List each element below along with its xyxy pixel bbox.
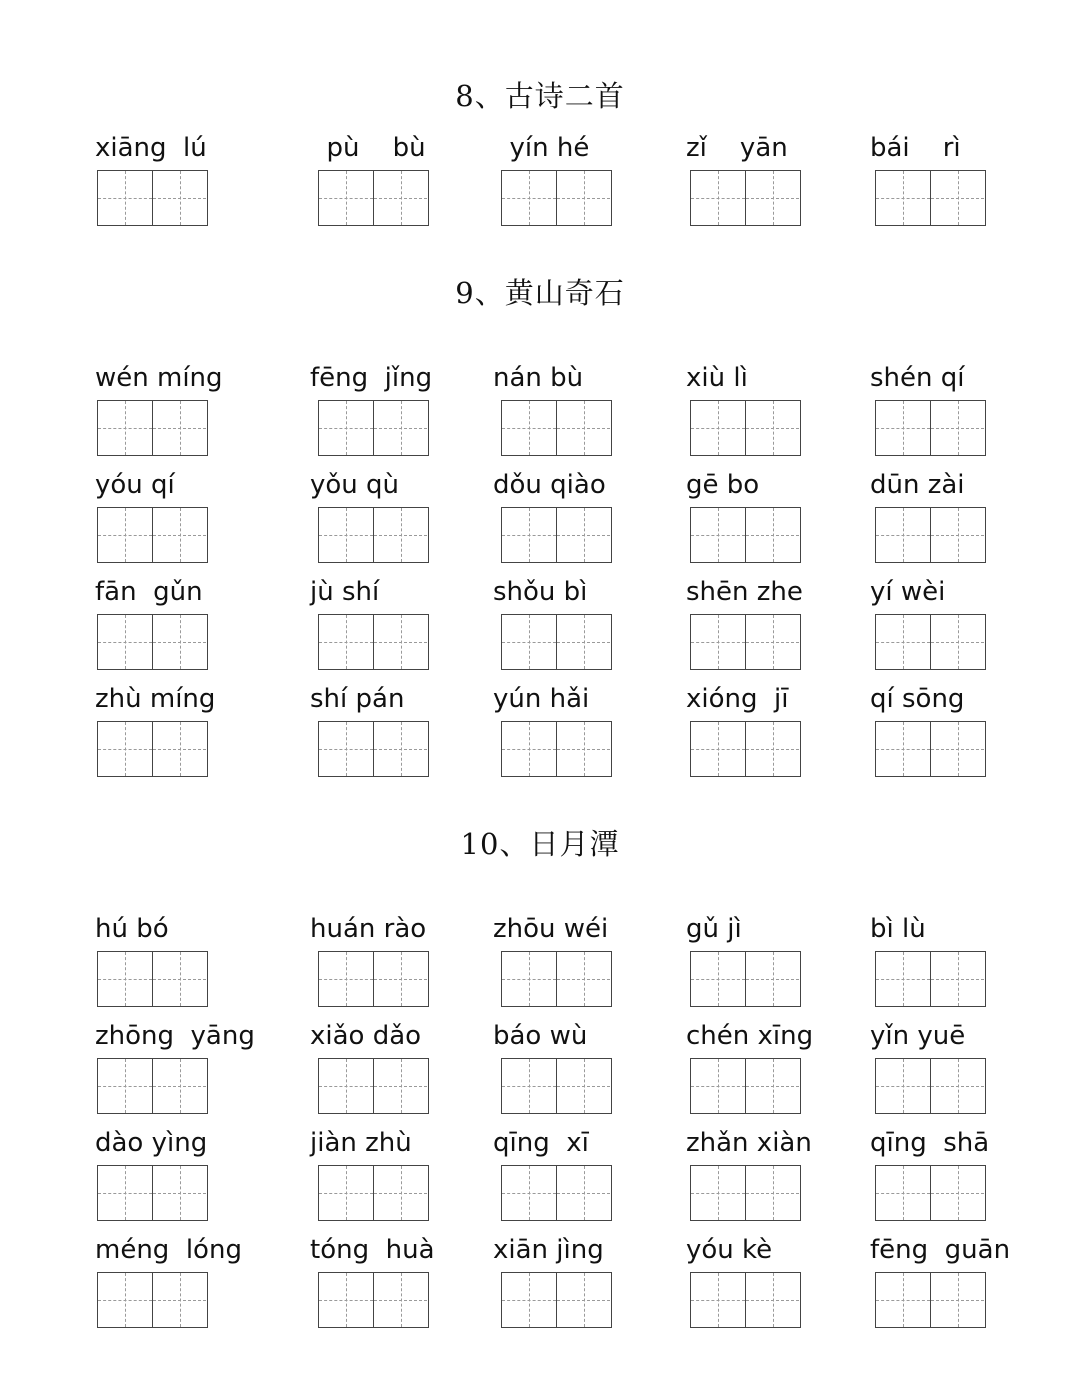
character-cell[interactable] xyxy=(745,722,799,776)
tianzige-box[interactable] xyxy=(318,1165,429,1221)
pinyin-label: fēng jǐng xyxy=(310,363,433,393)
character-cell[interactable] xyxy=(876,508,930,562)
character-cell[interactable] xyxy=(98,1166,152,1220)
tianzige-box[interactable] xyxy=(501,507,612,563)
character-cell[interactable] xyxy=(745,1059,799,1113)
pinyin-label: zhǎn xiàn xyxy=(686,1128,812,1158)
character-cell[interactable] xyxy=(556,401,610,455)
tianzige-box[interactable] xyxy=(318,951,429,1007)
character-cell[interactable] xyxy=(745,615,799,669)
character-cell[interactable] xyxy=(556,722,610,776)
tianzige-box[interactable] xyxy=(97,951,208,1007)
character-cell[interactable] xyxy=(876,1166,930,1220)
tianzige-box[interactable] xyxy=(690,400,801,456)
character-cell[interactable] xyxy=(745,952,799,1006)
tianzige-box[interactable] xyxy=(690,507,801,563)
pinyin-label: shén qí xyxy=(870,363,965,393)
tianzige-box[interactable] xyxy=(318,507,429,563)
pinyin-label: yǒu qù xyxy=(310,470,400,500)
character-cell[interactable] xyxy=(152,401,206,455)
character-cell[interactable] xyxy=(373,1166,427,1220)
pinyin-label: qīng xī xyxy=(493,1128,589,1158)
tianzige-box[interactable] xyxy=(690,1272,801,1328)
pinyin-label: hú bó xyxy=(95,914,169,944)
pinyin-label: shí pán xyxy=(310,684,405,714)
character-cell[interactable] xyxy=(319,615,373,669)
tianzige-box[interactable] xyxy=(97,1058,208,1114)
character-cell[interactable] xyxy=(373,722,427,776)
character-cell[interactable] xyxy=(319,1273,373,1327)
character-cell[interactable] xyxy=(98,1273,152,1327)
character-cell[interactable] xyxy=(502,1059,556,1113)
character-cell[interactable] xyxy=(319,171,373,225)
tianzige-box[interactable] xyxy=(875,951,986,1007)
character-cell[interactable] xyxy=(556,1059,610,1113)
character-cell[interactable] xyxy=(556,171,610,225)
tianzige-box[interactable] xyxy=(318,721,429,777)
character-cell[interactable] xyxy=(930,1166,984,1220)
pinyin-label: zhù míng xyxy=(95,684,216,714)
pinyin-label: huán rào xyxy=(310,914,427,944)
tianzige-box[interactable] xyxy=(97,721,208,777)
character-cell[interactable] xyxy=(876,171,930,225)
tianzige-box[interactable] xyxy=(690,1165,801,1221)
tianzige-box[interactable] xyxy=(875,170,986,226)
tianzige-box[interactable] xyxy=(318,170,429,226)
character-cell[interactable] xyxy=(502,615,556,669)
tianzige-box[interactable] xyxy=(690,1058,801,1114)
pinyin-label: yí wèi xyxy=(870,577,946,607)
character-cell[interactable] xyxy=(930,508,984,562)
character-cell[interactable] xyxy=(691,722,745,776)
pinyin-label: zhōng yāng xyxy=(95,1021,255,1051)
character-cell[interactable] xyxy=(876,401,930,455)
tianzige-box[interactable] xyxy=(501,170,612,226)
character-cell[interactable] xyxy=(319,1166,373,1220)
tianzige-box[interactable] xyxy=(97,400,208,456)
character-cell[interactable] xyxy=(745,508,799,562)
character-cell[interactable] xyxy=(745,1273,799,1327)
character-cell[interactable] xyxy=(152,1273,206,1327)
character-cell[interactable] xyxy=(691,1273,745,1327)
pinyin-label: gǔ jì xyxy=(686,914,742,944)
character-cell[interactable] xyxy=(556,508,610,562)
pinyin-label: xiāng lú xyxy=(95,133,207,163)
character-cell[interactable] xyxy=(152,171,206,225)
tianzige-box[interactable] xyxy=(501,1058,612,1114)
character-cell[interactable] xyxy=(319,952,373,1006)
character-cell[interactable] xyxy=(502,722,556,776)
character-cell[interactable] xyxy=(152,952,206,1006)
pinyin-label: báo wù xyxy=(493,1021,588,1051)
pinyin-label: jù shí xyxy=(310,577,380,607)
character-cell[interactable] xyxy=(876,722,930,776)
pinyin-label: shǒu bì xyxy=(493,577,588,607)
character-cell[interactable] xyxy=(930,952,984,1006)
pinyin-label: xiān jìng xyxy=(493,1235,604,1265)
character-cell[interactable] xyxy=(876,615,930,669)
pinyin-label: jiàn zhù xyxy=(310,1128,412,1158)
pinyin-label: shēn zhe xyxy=(686,577,803,607)
character-cell[interactable] xyxy=(876,1273,930,1327)
character-cell[interactable] xyxy=(98,615,152,669)
character-cell[interactable] xyxy=(373,401,427,455)
character-cell[interactable] xyxy=(373,1273,427,1327)
character-cell[interactable] xyxy=(691,508,745,562)
character-cell[interactable] xyxy=(502,508,556,562)
character-cell[interactable] xyxy=(152,1166,206,1220)
pinyin-label: gē bo xyxy=(686,470,760,500)
tianzige-box[interactable] xyxy=(875,614,986,670)
character-cell[interactable] xyxy=(745,1166,799,1220)
pinyin-label: fān gǔn xyxy=(95,577,203,607)
pinyin-label: pù bù xyxy=(310,133,426,163)
tianzige-box[interactable] xyxy=(690,170,801,226)
pinyin-label: xiù lì xyxy=(686,363,748,393)
character-cell[interactable] xyxy=(556,952,610,1006)
section-title-8: 8、古诗二首 xyxy=(455,79,625,113)
tianzige-box[interactable] xyxy=(501,614,612,670)
character-cell[interactable] xyxy=(556,615,610,669)
character-cell[interactable] xyxy=(319,1059,373,1113)
tianzige-box[interactable] xyxy=(875,400,986,456)
pinyin-label: dūn zài xyxy=(870,470,965,500)
pinyin-label: bái rì xyxy=(870,133,961,163)
character-cell[interactable] xyxy=(691,1059,745,1113)
character-cell[interactable] xyxy=(152,508,206,562)
tianzige-box[interactable] xyxy=(318,614,429,670)
tianzige-box[interactable] xyxy=(875,721,986,777)
character-cell[interactable] xyxy=(373,171,427,225)
character-cell[interactable] xyxy=(502,1166,556,1220)
pinyin-label: zǐ yān xyxy=(686,133,788,163)
character-cell[interactable] xyxy=(98,171,152,225)
character-cell[interactable] xyxy=(98,508,152,562)
pinyin-label: qí sōng xyxy=(870,684,965,714)
character-cell[interactable] xyxy=(373,508,427,562)
tianzige-box[interactable] xyxy=(97,1272,208,1328)
pinyin-label: bì lù xyxy=(870,914,926,944)
tianzige-box[interactable] xyxy=(875,507,986,563)
character-cell[interactable] xyxy=(556,1273,610,1327)
tianzige-box[interactable] xyxy=(501,1272,612,1328)
tianzige-box[interactable] xyxy=(318,400,429,456)
character-cell[interactable] xyxy=(319,401,373,455)
pinyin-label: xióng jī xyxy=(686,684,789,714)
pinyin-label: méng lóng xyxy=(95,1235,242,1265)
tianzige-box[interactable] xyxy=(97,170,208,226)
character-cell[interactable] xyxy=(691,1166,745,1220)
character-cell[interactable] xyxy=(152,1059,206,1113)
pinyin-label: dào yìng xyxy=(95,1128,208,1158)
character-cell[interactable] xyxy=(98,401,152,455)
character-cell[interactable] xyxy=(691,171,745,225)
tianzige-box[interactable] xyxy=(97,614,208,670)
character-cell[interactable] xyxy=(876,1059,930,1113)
character-cell[interactable] xyxy=(930,722,984,776)
pinyin-label: yóu qí xyxy=(95,470,175,500)
pinyin-label: qīng shā xyxy=(870,1128,990,1158)
character-cell[interactable] xyxy=(98,722,152,776)
pinyin-label: yǐn yuē xyxy=(870,1021,966,1051)
character-cell[interactable] xyxy=(502,401,556,455)
pinyin-label: zhōu wéi xyxy=(493,914,609,944)
character-cell[interactable] xyxy=(691,952,745,1006)
tianzige-box[interactable] xyxy=(875,1058,986,1114)
character-cell[interactable] xyxy=(930,1059,984,1113)
character-cell[interactable] xyxy=(930,615,984,669)
character-cell[interactable] xyxy=(152,722,206,776)
character-cell[interactable] xyxy=(745,401,799,455)
pinyin-label: fēng guān xyxy=(870,1235,1011,1265)
tianzige-box[interactable] xyxy=(501,951,612,1007)
pinyin-label: yún hǎi xyxy=(493,684,590,714)
character-cell[interactable] xyxy=(373,1059,427,1113)
tianzige-box[interactable] xyxy=(690,614,801,670)
character-cell[interactable] xyxy=(373,615,427,669)
character-cell[interactable] xyxy=(745,171,799,225)
section-title-10: 10、日月潭 xyxy=(460,827,620,861)
character-cell[interactable] xyxy=(319,722,373,776)
pinyin-label: nán bù xyxy=(493,363,584,393)
character-cell[interactable] xyxy=(930,171,984,225)
pinyin-label: tóng huà xyxy=(310,1235,435,1265)
pinyin-label: yóu kè xyxy=(686,1235,773,1265)
character-cell[interactable] xyxy=(502,1273,556,1327)
pinyin-label: dǒu qiào xyxy=(493,470,606,500)
section-title-9: 9、黄山奇石 xyxy=(455,276,625,310)
tianzige-box[interactable] xyxy=(501,721,612,777)
character-cell[interactable] xyxy=(152,615,206,669)
character-cell[interactable] xyxy=(502,171,556,225)
tianzige-box[interactable] xyxy=(690,721,801,777)
character-cell[interactable] xyxy=(502,952,556,1006)
tianzige-box[interactable] xyxy=(875,1165,986,1221)
tianzige-box[interactable] xyxy=(501,400,612,456)
tianzige-box[interactable] xyxy=(97,1165,208,1221)
character-cell[interactable] xyxy=(98,952,152,1006)
tianzige-box[interactable] xyxy=(318,1272,429,1328)
pinyin-label: xiǎo dǎo xyxy=(310,1021,422,1051)
character-cell[interactable] xyxy=(876,952,930,1006)
tianzige-box[interactable] xyxy=(690,951,801,1007)
pinyin-label: wén míng xyxy=(95,363,223,393)
character-cell[interactable] xyxy=(930,401,984,455)
character-cell[interactable] xyxy=(556,1166,610,1220)
character-cell[interactable] xyxy=(319,508,373,562)
pinyin-label: yín hé xyxy=(493,133,590,163)
character-cell[interactable] xyxy=(930,1273,984,1327)
tianzige-box[interactable] xyxy=(97,507,208,563)
tianzige-box[interactable] xyxy=(501,1165,612,1221)
character-cell[interactable] xyxy=(691,401,745,455)
tianzige-box[interactable] xyxy=(318,1058,429,1114)
character-cell[interactable] xyxy=(373,952,427,1006)
character-cell[interactable] xyxy=(691,615,745,669)
tianzige-box[interactable] xyxy=(875,1272,986,1328)
pinyin-label: chén xīng xyxy=(686,1021,814,1051)
character-cell[interactable] xyxy=(98,1059,152,1113)
